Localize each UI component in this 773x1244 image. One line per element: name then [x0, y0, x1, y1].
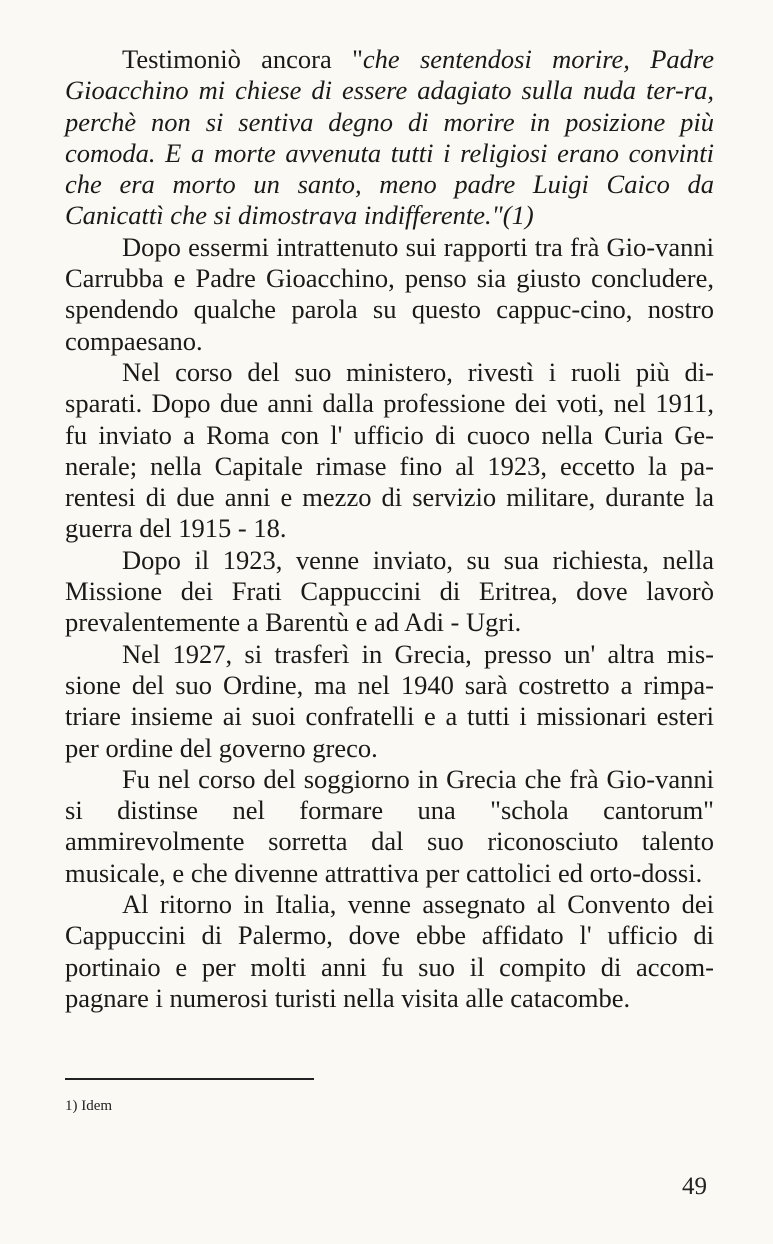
paragraph: Dopo il 1923, venne inviato, su sua richiesta, nella Missione dei Frati Cappuccini di Eritrea, dove lavorò prevalentemente a Barentù e ad Adi - Ugri.: [65, 544, 714, 638]
italic-quote: che sentendosi morire, Padre Gioacchino mi chiese di essere adagiato sulla nuda ter-ra, perchè non si sentiva degno di morire in posizione più comoda. E a morte avvenuta tutti i religiosi erano convinti che era morto un santo, meno padre Luigi Caico da Canicattì che si dimostrava indifferente."(1): [65, 44, 714, 231]
page-number: 49: [682, 1173, 707, 1200]
paragraph: Dopo essermi intrattenuto sui rapporti tra frà Gio-vanni Carrubba e Padre Gioacchino, penso sia giusto concludere, spendendo qualche parola su questo cappuc-cino, nostro compaesano.: [65, 231, 714, 356]
paragraph: Nel 1927, si trasferì in Grecia, presso un' altra mis-sione del suo Ordine, ma nel 1940 sarà costretto a rimpa-triare insieme ai suoi confratelli e a tutti i missionari esteri per ordine del governo greco.: [65, 638, 714, 763]
paragraph: Fu nel corso del soggiorno in Grecia che frà Gio-vanni si distinse nel formare una "schola cantorum" ammirevolmente sorretta dal suo riconosciuto talento musicale, e che divenne attrattiva per cattolici ed orto-dossi.: [65, 763, 714, 888]
paragraph: Nel corso del suo ministero, rivestì i ruoli più di-sparati. Dopo due anni dalla professione dei voti, nel 1911, fu inviato a Roma con l' ufficio di cuoco nella Curia Ge-nerale; nella Capitale rimase fino al 1923, eccetto la pa-rentesi di due anni e mezzo di servizio militare, durante la guerra del 1915 - 18.: [65, 356, 714, 544]
paragraph-lead: Testimoniò ancora ": [122, 44, 363, 74]
paragraph-testimony: [65, 44, 714, 232]
page-body: [65, 44, 714, 1014]
footnote: 1) Idem: [65, 1098, 113, 1114]
paragraph: Al ritorno in Italia, venne assegnato al Convento dei Cappuccini di Palermo, dove ebbe affidato l' ufficio di portinaio e per molti anni fu suo il compito di accom-pagnare i numerosi turisti nella visita alle catacombe.: [65, 889, 714, 1013]
footnote-divider: [65, 1078, 314, 1080]
